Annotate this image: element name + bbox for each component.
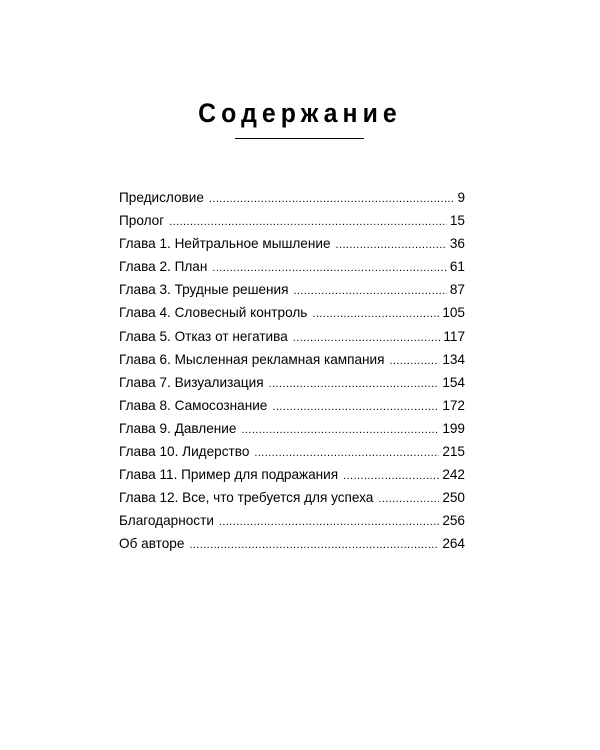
toc-entry-label: Глава 4. Словесный контроль: [119, 305, 308, 321]
toc-entry-label: Глава 5. Отказ от негатива: [119, 328, 288, 344]
toc-entry-label: Пролог: [119, 213, 165, 229]
toc-entry: [119, 209, 465, 232]
dot-leader: [209, 188, 455, 211]
toc-entry-label: Глава 9. Давление: [119, 420, 237, 436]
toc-entry: [119, 325, 465, 348]
dot-leader: [336, 234, 447, 257]
toc-page-number: 117: [443, 328, 465, 344]
dot-leader: [294, 280, 447, 303]
toc-entry-label: Глава 2. План: [119, 259, 208, 275]
toc-entry: [119, 255, 465, 278]
toc-entry: [119, 301, 465, 324]
toc-entry-label: Глава 6. Мысленная рекламная кампания: [119, 351, 385, 367]
toc-entry: [119, 371, 465, 394]
toc-page-number: 154: [442, 374, 465, 390]
toc-entry: [119, 486, 465, 509]
toc-page-number: 172: [442, 397, 465, 413]
dot-leader: [241, 419, 439, 442]
toc-entry: [119, 186, 465, 209]
toc-entry-label: Об авторе: [119, 536, 185, 552]
toc-page-number: 242: [442, 467, 465, 483]
toc-entry-label: Благодарности: [119, 513, 214, 529]
dot-leader: [254, 442, 439, 465]
toc-page-number: 61: [449, 259, 465, 275]
dot-leader: [343, 465, 439, 488]
toc-entry-label: Глава 11. Пример для подражания: [119, 467, 339, 483]
toc-entry-label: Глава 12. Все, что требуется для успеха: [119, 490, 374, 506]
toc-page-number: 199: [442, 420, 465, 436]
dot-leader: [269, 373, 440, 396]
dot-leader: [219, 511, 439, 534]
dot-leader: [272, 396, 439, 419]
toc-entry: [119, 509, 465, 532]
dot-leader: [378, 488, 439, 511]
toc-entry-label: Глава 10. Лидерство: [119, 444, 250, 460]
toc-entry: [119, 278, 465, 301]
toc-page-number: 134: [442, 351, 465, 367]
dot-leader: [212, 257, 446, 280]
toc-entry: [119, 417, 465, 440]
toc-page-number: 256: [442, 513, 465, 529]
toc-page-number: 36: [449, 236, 465, 252]
toc-entry: [119, 348, 465, 371]
toc-entry: [119, 394, 465, 417]
toc-entry-label: Глава 8. Самосознание: [119, 397, 268, 413]
toc-entry: [119, 440, 465, 463]
dot-leader: [312, 303, 439, 326]
toc-entry-label: Глава 7. Визуализация: [119, 374, 264, 390]
toc-entry: [119, 232, 465, 255]
toc-page-number: 264: [442, 536, 465, 552]
title-underline: [235, 138, 364, 139]
toc-entry-label: Предисловие: [119, 190, 204, 205]
table-of-contents: [119, 186, 465, 556]
dot-leader: [390, 350, 440, 373]
toc-entry: [119, 532, 465, 555]
dot-leader: [293, 327, 441, 350]
dot-leader: [169, 211, 447, 234]
toc-entry: [119, 463, 465, 486]
toc-page-number: 9: [457, 190, 465, 205]
page-title: Содержание: [198, 98, 402, 128]
toc-page-number: 87: [449, 282, 465, 298]
toc-page-number: 105: [442, 305, 465, 321]
toc-entry-label: Глава 1. Нейтральное мышление: [119, 236, 331, 252]
toc-entry-label: Глава 3. Трудные решения: [119, 282, 289, 298]
toc-page-number: 15: [449, 213, 465, 229]
toc-page-number: 250: [442, 490, 465, 506]
toc-page-number: 215: [442, 444, 465, 460]
dot-leader: [189, 534, 439, 557]
